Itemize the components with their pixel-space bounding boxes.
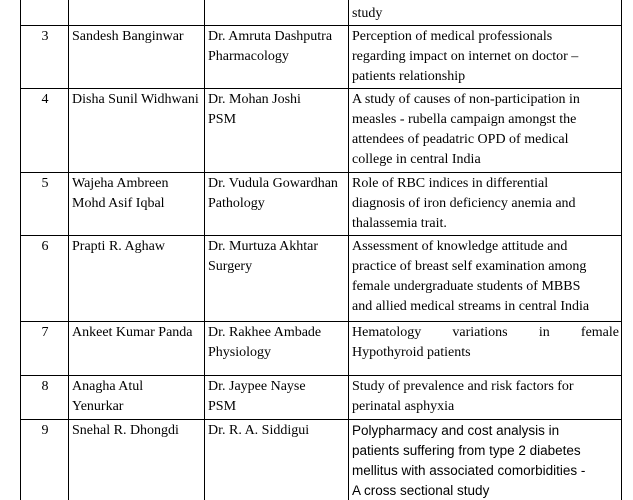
guide-name: Dr. R. A. Siddigui [208,423,310,438]
title-line: college in central India [352,152,481,167]
title-line: Role of RBC indices in differential [352,176,549,191]
student-line: Anagha Atul [72,379,144,394]
title-line: measles - rubella campaign amongst the [352,112,577,127]
serial-cell: 7 [21,322,69,376]
title-line: Hypothyroid patients [352,345,471,360]
student-cell [69,173,205,236]
table-row [21,173,622,236]
student-line: Mohd Asif Iqbal [72,196,165,211]
student-cell: Ankeet Kumar Panda [69,322,205,376]
title-line: perinatal asphyxia [352,399,455,414]
title-line: Hematology variations in female [352,325,619,340]
guide-cell [205,420,349,500]
guide-dept: Pathology [208,196,265,211]
title-line: Study of prevalence and risk factors for [352,379,574,394]
student-cell [69,376,205,420]
table-row [21,26,622,89]
title-cell [349,173,622,236]
title-line: female undergraduate students of MBBS [352,279,581,294]
guide-name: Dr. Murtuza Akhtar [208,239,319,254]
title-line: Assessment of knowledge attitude and [352,239,568,254]
student-cell: Prapti R. Aghaw [69,236,205,322]
guide-name: Dr. Jaypee Nayse [208,379,306,394]
guide-cell [205,0,349,26]
guide-cell [205,236,349,322]
guide-cell [205,376,349,420]
guide-dept: PSM [208,399,237,414]
guide-cell [205,89,349,173]
serial-cell: 5 [21,173,69,236]
title-line: A cross sectional study [352,483,490,498]
guide-name: Dr. Mohan Joshi [208,92,301,107]
serial-cell: 3 [21,26,69,89]
title-line: A study of causes of non-participation in [352,92,580,107]
title-cell [349,26,622,89]
title-line: study [352,6,383,21]
table-row [21,0,622,26]
title-line: Perception of medical professionals [352,29,553,44]
title-line: practice of breast self examination among [352,259,587,274]
guide-name: Dr. Amruta Dashputra [208,29,333,44]
title-cell [349,89,622,173]
title-line: thalassemia trait. [352,216,447,231]
serial-cell: 6 [21,236,69,322]
guide-dept: PSM [208,112,237,127]
title-line: regarding impact on internet on doctor – [352,49,579,64]
project-table [20,0,622,500]
title-cell [349,420,622,500]
title-line: attendees of peadatric OPD of medical [352,132,569,147]
serial-cell: 4 [21,89,69,173]
title-line: Polypharmacy and cost analysis in [352,423,560,438]
table-row [21,89,622,173]
guide-dept: Surgery [208,259,253,274]
guide-cell [205,173,349,236]
serial-cell [21,0,69,26]
student-cell [69,0,205,26]
table-row [21,376,622,420]
guide-name: Dr. Vudula Gowardhan [208,176,338,191]
table-row [21,236,622,322]
title-line: patients relationship [352,69,466,84]
guide-cell [205,26,349,89]
title-cell [349,236,622,322]
title-cell [349,322,622,376]
student-cell: Sandesh Banginwar [69,26,205,89]
serial-cell: 9 [21,420,69,500]
guide-name: Dr. Rakhee Ambade [208,325,322,340]
title-cell [349,0,622,26]
title-line: mellitus with associated comorbidities - [352,463,586,478]
title-line: and allied medical streams in central India [352,299,590,314]
title-line: patients suffering from type 2 diabetes [352,443,581,458]
title-cell [349,376,622,420]
student-cell: Disha Sunil Widhwani [69,89,205,173]
serial-cell: 8 [21,376,69,420]
student-line: Yenurkar [72,399,124,414]
title-line: diagnosis of iron deficiency anemia and [352,196,576,211]
guide-cell [205,322,349,376]
table-row [21,420,622,500]
guide-dept: Physiology [208,345,272,360]
student-cell: Snehal R. Dhongdi [69,420,205,500]
table-row [21,322,622,376]
guide-dept: Pharmacology [208,49,289,64]
student-line: Wajeha Ambreen [72,176,169,191]
